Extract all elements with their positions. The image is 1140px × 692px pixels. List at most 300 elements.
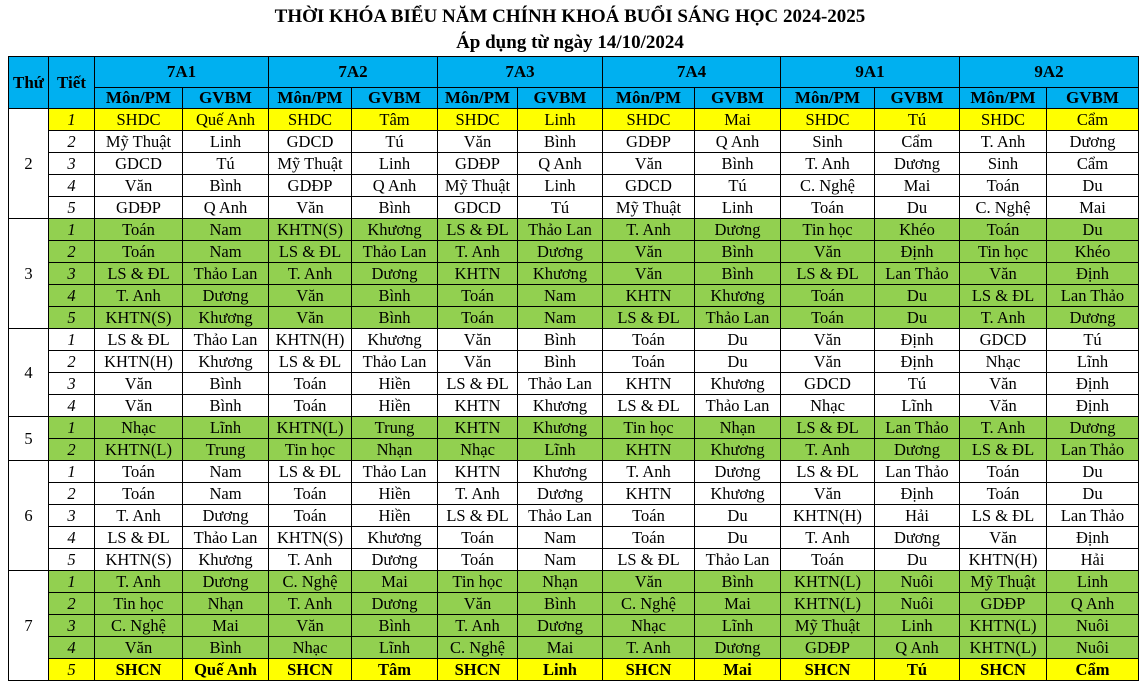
header-class: 7A3 (438, 57, 603, 88)
subject-cell: LS & ĐL (95, 263, 183, 285)
teacher-cell: Linh (183, 131, 269, 153)
subject-cell: T. Anh (603, 461, 695, 483)
teacher-cell: Bình (695, 263, 781, 285)
header-row-classes (9, 57, 1139, 88)
subject-cell: Toán (269, 373, 352, 395)
table-row (9, 109, 1139, 131)
period-cell: 1 (49, 109, 95, 131)
subject-cell: SHCN (95, 659, 183, 681)
teacher-cell: Cẩm (1047, 659, 1139, 681)
subject-cell: T. Anh (960, 307, 1047, 329)
teacher-cell: Dương (695, 637, 781, 659)
subject-cell: LS & ĐL (269, 351, 352, 373)
teacher-cell: Khương (518, 461, 603, 483)
subject-cell: Toán (438, 549, 518, 571)
teacher-cell: Linh (518, 175, 603, 197)
table-row (9, 329, 1139, 351)
period-cell: 3 (49, 373, 95, 395)
teacher-cell: Linh (352, 153, 438, 175)
subject-cell: Mỹ Thuật (960, 571, 1047, 593)
teacher-cell: Nuôi (1047, 615, 1139, 637)
teacher-cell: Định (875, 483, 960, 505)
teacher-cell: Khương (518, 263, 603, 285)
timetable (8, 56, 1139, 681)
subject-cell: GDĐP (438, 153, 518, 175)
subject-cell: SHCN (781, 659, 875, 681)
teacher-cell: Thảo Lan (352, 351, 438, 373)
header-thu: Thứ (9, 57, 49, 109)
teacher-cell: Tú (1047, 329, 1139, 351)
subject-cell: Mỹ Thuật (95, 131, 183, 153)
teacher-cell: Khương (518, 395, 603, 417)
subject-cell: Văn (269, 285, 352, 307)
header-subject: Môn/PM (438, 88, 518, 109)
subject-cell: KHTN(L) (781, 593, 875, 615)
subject-cell: Toán (603, 329, 695, 351)
teacher-cell: Nhạn (695, 417, 781, 439)
period-cell: 3 (49, 615, 95, 637)
table-row (9, 153, 1139, 175)
subject-cell: LS & ĐL (269, 461, 352, 483)
header-subject: Môn/PM (269, 88, 352, 109)
subject-cell: KHTN(L) (960, 615, 1047, 637)
subject-cell: KHTN(L) (95, 439, 183, 461)
subject-cell: GDCD (603, 175, 695, 197)
teacher-cell: Lĩnh (875, 395, 960, 417)
subject-cell: T. Anh (269, 593, 352, 615)
header-class: 7A2 (269, 57, 438, 88)
teacher-cell: Du (695, 527, 781, 549)
table-row (9, 373, 1139, 395)
teacher-cell: Tú (518, 197, 603, 219)
subject-cell: Văn (95, 175, 183, 197)
teacher-cell: Linh (695, 197, 781, 219)
teacher-cell: Du (695, 329, 781, 351)
subject-cell: SHDC (438, 109, 518, 131)
subject-cell: Tin học (438, 571, 518, 593)
header-teacher: GVBM (695, 88, 781, 109)
header-class: 7A4 (603, 57, 781, 88)
teacher-cell: Lan Thảo (1047, 439, 1139, 461)
subject-cell: T. Anh (438, 241, 518, 263)
subject-cell: Văn (603, 241, 695, 263)
subject-cell: Mỹ Thuật (269, 153, 352, 175)
teacher-cell: Trung (352, 417, 438, 439)
subject-cell: SHCN (603, 659, 695, 681)
teacher-cell: Quế Anh (183, 109, 269, 131)
teacher-cell: Định (875, 329, 960, 351)
teacher-cell: Thảo Lan (518, 373, 603, 395)
teacher-cell: Hiền (352, 373, 438, 395)
period-cell: 4 (49, 175, 95, 197)
period-cell: 4 (49, 285, 95, 307)
teacher-cell: Bình (695, 571, 781, 593)
teacher-cell: Dương (183, 505, 269, 527)
teacher-cell: Dương (1047, 307, 1139, 329)
teacher-cell: Tú (183, 153, 269, 175)
subject-cell: T. Anh (781, 153, 875, 175)
teacher-cell: Nam (518, 307, 603, 329)
subject-cell: LS & ĐL (781, 263, 875, 285)
teacher-cell: Q Anh (518, 153, 603, 175)
period-cell: 1 (49, 219, 95, 241)
day-cell: 7 (9, 571, 49, 681)
teacher-cell: Lĩnh (183, 417, 269, 439)
header-subject: Môn/PM (781, 88, 875, 109)
subject-cell: T. Anh (603, 219, 695, 241)
subject-cell: Văn (781, 483, 875, 505)
teacher-cell: Thảo Lan (695, 549, 781, 571)
teacher-cell: Hiền (352, 483, 438, 505)
subject-cell: Nhạc (95, 417, 183, 439)
teacher-cell: Khương (695, 439, 781, 461)
subject-cell: LS & ĐL (95, 527, 183, 549)
teacher-cell: Bình (352, 307, 438, 329)
subject-cell: GDCD (438, 197, 518, 219)
teacher-cell: Bình (183, 395, 269, 417)
subject-cell: Toán (960, 175, 1047, 197)
teacher-cell: Bình (695, 153, 781, 175)
subject-cell: Văn (95, 637, 183, 659)
subject-cell: Văn (960, 395, 1047, 417)
subject-cell: LS & ĐL (269, 241, 352, 263)
teacher-cell: Nuôi (875, 571, 960, 593)
teacher-cell: Du (695, 351, 781, 373)
table-row (9, 439, 1139, 461)
header-class: 7A1 (95, 57, 269, 88)
teacher-cell: Thảo Lan (183, 527, 269, 549)
subject-cell: KHTN(H) (95, 351, 183, 373)
teacher-cell: Khương (695, 483, 781, 505)
table-row (9, 307, 1139, 329)
teacher-cell: Lan Thảo (875, 263, 960, 285)
teacher-cell: Lĩnh (1047, 351, 1139, 373)
teacher-cell: Nam (183, 241, 269, 263)
header-class: 9A1 (781, 57, 960, 88)
teacher-cell: Mai (1047, 197, 1139, 219)
header-row-subcolumns (9, 88, 1139, 109)
subject-cell: T. Anh (781, 439, 875, 461)
teacher-cell: Dương (875, 527, 960, 549)
subject-cell: KHTN(H) (269, 329, 352, 351)
teacher-cell: Khương (518, 417, 603, 439)
teacher-cell: Nuôi (875, 593, 960, 615)
period-cell: 2 (49, 483, 95, 505)
teacher-cell: Q Anh (352, 175, 438, 197)
teacher-cell: Dương (352, 549, 438, 571)
subject-cell: Mỹ Thuật (603, 197, 695, 219)
period-cell: 3 (49, 263, 95, 285)
teacher-cell: Khương (183, 307, 269, 329)
subject-cell: Văn (960, 527, 1047, 549)
period-cell: 4 (49, 637, 95, 659)
table-row (9, 175, 1139, 197)
subject-cell: T. Anh (269, 549, 352, 571)
subject-cell: KHTN (438, 395, 518, 417)
teacher-cell: Bình (518, 351, 603, 373)
subject-cell: Mỹ Thuật (781, 615, 875, 637)
teacher-cell: Du (695, 505, 781, 527)
teacher-cell: Bình (352, 285, 438, 307)
subject-cell: KHTN(S) (269, 527, 352, 549)
subject-cell: Tin học (781, 219, 875, 241)
table-row (9, 351, 1139, 373)
subject-cell: Toán (603, 505, 695, 527)
subject-cell: KHTN(S) (95, 549, 183, 571)
page-title: THỜI KHÓA BIỂU NĂM CHÍNH KHOÁ BUỔI SÁNG HỌC 2024-2025 (274, 6, 866, 27)
header-subject: Môn/PM (95, 88, 183, 109)
subject-cell: T. Anh (269, 263, 352, 285)
teacher-cell: Bình (183, 373, 269, 395)
teacher-cell: Lĩnh (695, 615, 781, 637)
subject-cell: SHCN (269, 659, 352, 681)
subject-cell: Toán (438, 285, 518, 307)
teacher-cell: Dương (695, 461, 781, 483)
teacher-cell: Tâm (352, 109, 438, 131)
table-row (9, 461, 1139, 483)
teacher-cell: Khéo (875, 219, 960, 241)
subject-cell: Văn (269, 615, 352, 637)
teacher-cell: Nam (183, 219, 269, 241)
subject-cell: Toán (781, 285, 875, 307)
page-subtitle: Áp dụng từ ngày 14/10/2024 (456, 32, 684, 53)
header-class: 9A2 (960, 57, 1139, 88)
subject-cell: GDĐP (603, 131, 695, 153)
subject-cell: Tin học (269, 439, 352, 461)
teacher-cell: Quế Anh (183, 659, 269, 681)
period-cell: 2 (49, 131, 95, 153)
table-row (9, 549, 1139, 571)
subject-cell: KHTN (438, 263, 518, 285)
day-cell: 5 (9, 417, 49, 461)
teacher-cell: Dương (695, 219, 781, 241)
teacher-cell: Lan Thảo (1047, 285, 1139, 307)
table-row (9, 615, 1139, 637)
teacher-cell: Mai (518, 637, 603, 659)
subject-cell: LS & ĐL (960, 505, 1047, 527)
header-teacher: GVBM (352, 88, 438, 109)
subject-cell: Toán (960, 461, 1047, 483)
subject-cell: Văn (603, 571, 695, 593)
subject-cell: C. Nghệ (95, 615, 183, 637)
teacher-cell: Dương (518, 241, 603, 263)
teacher-cell: Khương (695, 373, 781, 395)
subject-cell: KHTN (603, 373, 695, 395)
teacher-cell: Du (875, 197, 960, 219)
table-row (9, 593, 1139, 615)
subject-cell: Toán (269, 505, 352, 527)
teacher-cell: Lĩnh (518, 439, 603, 461)
subject-cell: T. Anh (438, 615, 518, 637)
subject-cell: Toán (960, 483, 1047, 505)
header-teacher: GVBM (1047, 88, 1139, 109)
subject-cell: T. Anh (95, 505, 183, 527)
subject-cell: KHTN (603, 439, 695, 461)
title-block (0, 0, 1140, 56)
period-cell: 5 (49, 659, 95, 681)
subject-cell: Toán (781, 307, 875, 329)
teacher-cell: Tú (875, 659, 960, 681)
subject-cell: KHTN (438, 417, 518, 439)
subject-cell: Văn (781, 329, 875, 351)
period-cell: 1 (49, 417, 95, 439)
teacher-cell: Nhạn (518, 571, 603, 593)
subject-cell: Toán (960, 219, 1047, 241)
subject-cell: T. Anh (960, 131, 1047, 153)
teacher-cell: Bình (183, 637, 269, 659)
subject-cell: Văn (603, 153, 695, 175)
period-cell: 1 (49, 329, 95, 351)
table-row (9, 505, 1139, 527)
period-cell: 5 (49, 307, 95, 329)
subject-cell: LS & ĐL (960, 439, 1047, 461)
subject-cell: Sinh (781, 131, 875, 153)
teacher-cell: Hiền (352, 395, 438, 417)
subject-cell: Toán (438, 307, 518, 329)
teacher-cell: Cẩm (1047, 153, 1139, 175)
day-cell: 3 (9, 219, 49, 329)
teacher-cell: Hải (1047, 549, 1139, 571)
subject-cell: T. Anh (438, 483, 518, 505)
subject-cell: Văn (269, 307, 352, 329)
subject-cell: GDCD (781, 373, 875, 395)
teacher-cell: Định (1047, 263, 1139, 285)
teacher-cell: Thảo Lan (183, 329, 269, 351)
teacher-cell: Linh (518, 109, 603, 131)
teacher-cell: Bình (183, 175, 269, 197)
table-row (9, 417, 1139, 439)
subject-cell: SHDC (269, 109, 352, 131)
teacher-cell: Dương (183, 285, 269, 307)
teacher-cell: Dương (875, 153, 960, 175)
subject-cell: Tin học (95, 593, 183, 615)
teacher-cell: Khéo (1047, 241, 1139, 263)
subject-cell: Toán (269, 395, 352, 417)
subject-cell: GDĐP (960, 593, 1047, 615)
subject-cell: C. Nghệ (960, 197, 1047, 219)
subject-cell: KHTN(H) (960, 549, 1047, 571)
teacher-cell: Hải (875, 505, 960, 527)
teacher-cell: Định (1047, 527, 1139, 549)
day-cell: 2 (9, 109, 49, 219)
teacher-cell: Du (1047, 483, 1139, 505)
subject-cell: T. Anh (95, 571, 183, 593)
teacher-cell: Nhạn (183, 593, 269, 615)
teacher-cell: Bình (518, 329, 603, 351)
subject-cell: Văn (960, 263, 1047, 285)
teacher-cell: Mai (695, 593, 781, 615)
teacher-cell: Khương (695, 285, 781, 307)
teacher-cell: Thảo Lan (695, 307, 781, 329)
subject-cell: T. Anh (603, 637, 695, 659)
subject-cell: SHDC (960, 109, 1047, 131)
subject-cell: SHCN (960, 659, 1047, 681)
teacher-cell: Bình (518, 593, 603, 615)
teacher-cell: Tâm (352, 659, 438, 681)
teacher-cell: Nam (183, 461, 269, 483)
teacher-cell: Dương (518, 615, 603, 637)
teacher-cell: Thảo Lan (518, 219, 603, 241)
subject-cell: Văn (438, 131, 518, 153)
subject-cell: Sinh (960, 153, 1047, 175)
subject-cell: Văn (960, 373, 1047, 395)
subject-cell: Văn (781, 351, 875, 373)
teacher-cell: Nuôi (1047, 637, 1139, 659)
subject-cell: KHTN(S) (269, 219, 352, 241)
subject-cell: Toán (781, 197, 875, 219)
teacher-cell: Định (1047, 395, 1139, 417)
teacher-cell: Du (875, 285, 960, 307)
teacher-cell: Nam (183, 483, 269, 505)
table-row (9, 637, 1139, 659)
subject-cell: GDĐP (781, 637, 875, 659)
teacher-cell: Khương (352, 219, 438, 241)
period-cell: 1 (49, 461, 95, 483)
subject-cell: SHDC (603, 109, 695, 131)
teacher-cell: Du (1047, 175, 1139, 197)
subject-cell: Toán (438, 527, 518, 549)
teacher-cell: Nhạn (352, 439, 438, 461)
day-cell: 6 (9, 461, 49, 571)
teacher-cell: Dương (352, 593, 438, 615)
teacher-cell: Bình (695, 241, 781, 263)
period-cell: 5 (49, 549, 95, 571)
teacher-cell: Cẩm (875, 131, 960, 153)
subject-cell: LS & ĐL (438, 219, 518, 241)
day-cell: 4 (9, 329, 49, 417)
subject-cell: Văn (603, 263, 695, 285)
table-row (9, 197, 1139, 219)
teacher-cell: Dương (518, 483, 603, 505)
subject-cell: Văn (438, 351, 518, 373)
teacher-cell: Du (1047, 461, 1139, 483)
subject-cell: LS & ĐL (603, 549, 695, 571)
teacher-cell: Tú (875, 109, 960, 131)
subject-cell: GDCD (95, 153, 183, 175)
header-teacher: GVBM (183, 88, 269, 109)
period-cell: 1 (49, 571, 95, 593)
teacher-cell: Bình (352, 615, 438, 637)
subject-cell: KHTN(L) (781, 571, 875, 593)
subject-cell: SHCN (438, 659, 518, 681)
subject-cell: Văn (438, 593, 518, 615)
teacher-cell: Nam (518, 549, 603, 571)
subject-cell: Toán (95, 241, 183, 263)
teacher-cell: Du (875, 307, 960, 329)
subject-cell: LS & ĐL (603, 395, 695, 417)
teacher-cell: Mai (875, 175, 960, 197)
period-cell: 3 (49, 153, 95, 175)
teacher-cell: Dương (875, 439, 960, 461)
teacher-cell: Q Anh (183, 197, 269, 219)
subject-cell: SHDC (95, 109, 183, 131)
teacher-cell: Mai (695, 659, 781, 681)
subject-cell: C. Nghệ (603, 593, 695, 615)
teacher-cell: Linh (1047, 571, 1139, 593)
teacher-cell: Linh (518, 659, 603, 681)
subject-cell: LS & ĐL (603, 307, 695, 329)
subject-cell: KHTN(L) (269, 417, 352, 439)
teacher-cell: Dương (1047, 131, 1139, 153)
teacher-cell: Dương (1047, 417, 1139, 439)
teacher-cell: Du (1047, 219, 1139, 241)
subject-cell: Toán (603, 527, 695, 549)
teacher-cell: Định (875, 351, 960, 373)
table-row (9, 219, 1139, 241)
subject-cell: Văn (95, 395, 183, 417)
teacher-cell: Nam (518, 285, 603, 307)
table-row (9, 395, 1139, 417)
